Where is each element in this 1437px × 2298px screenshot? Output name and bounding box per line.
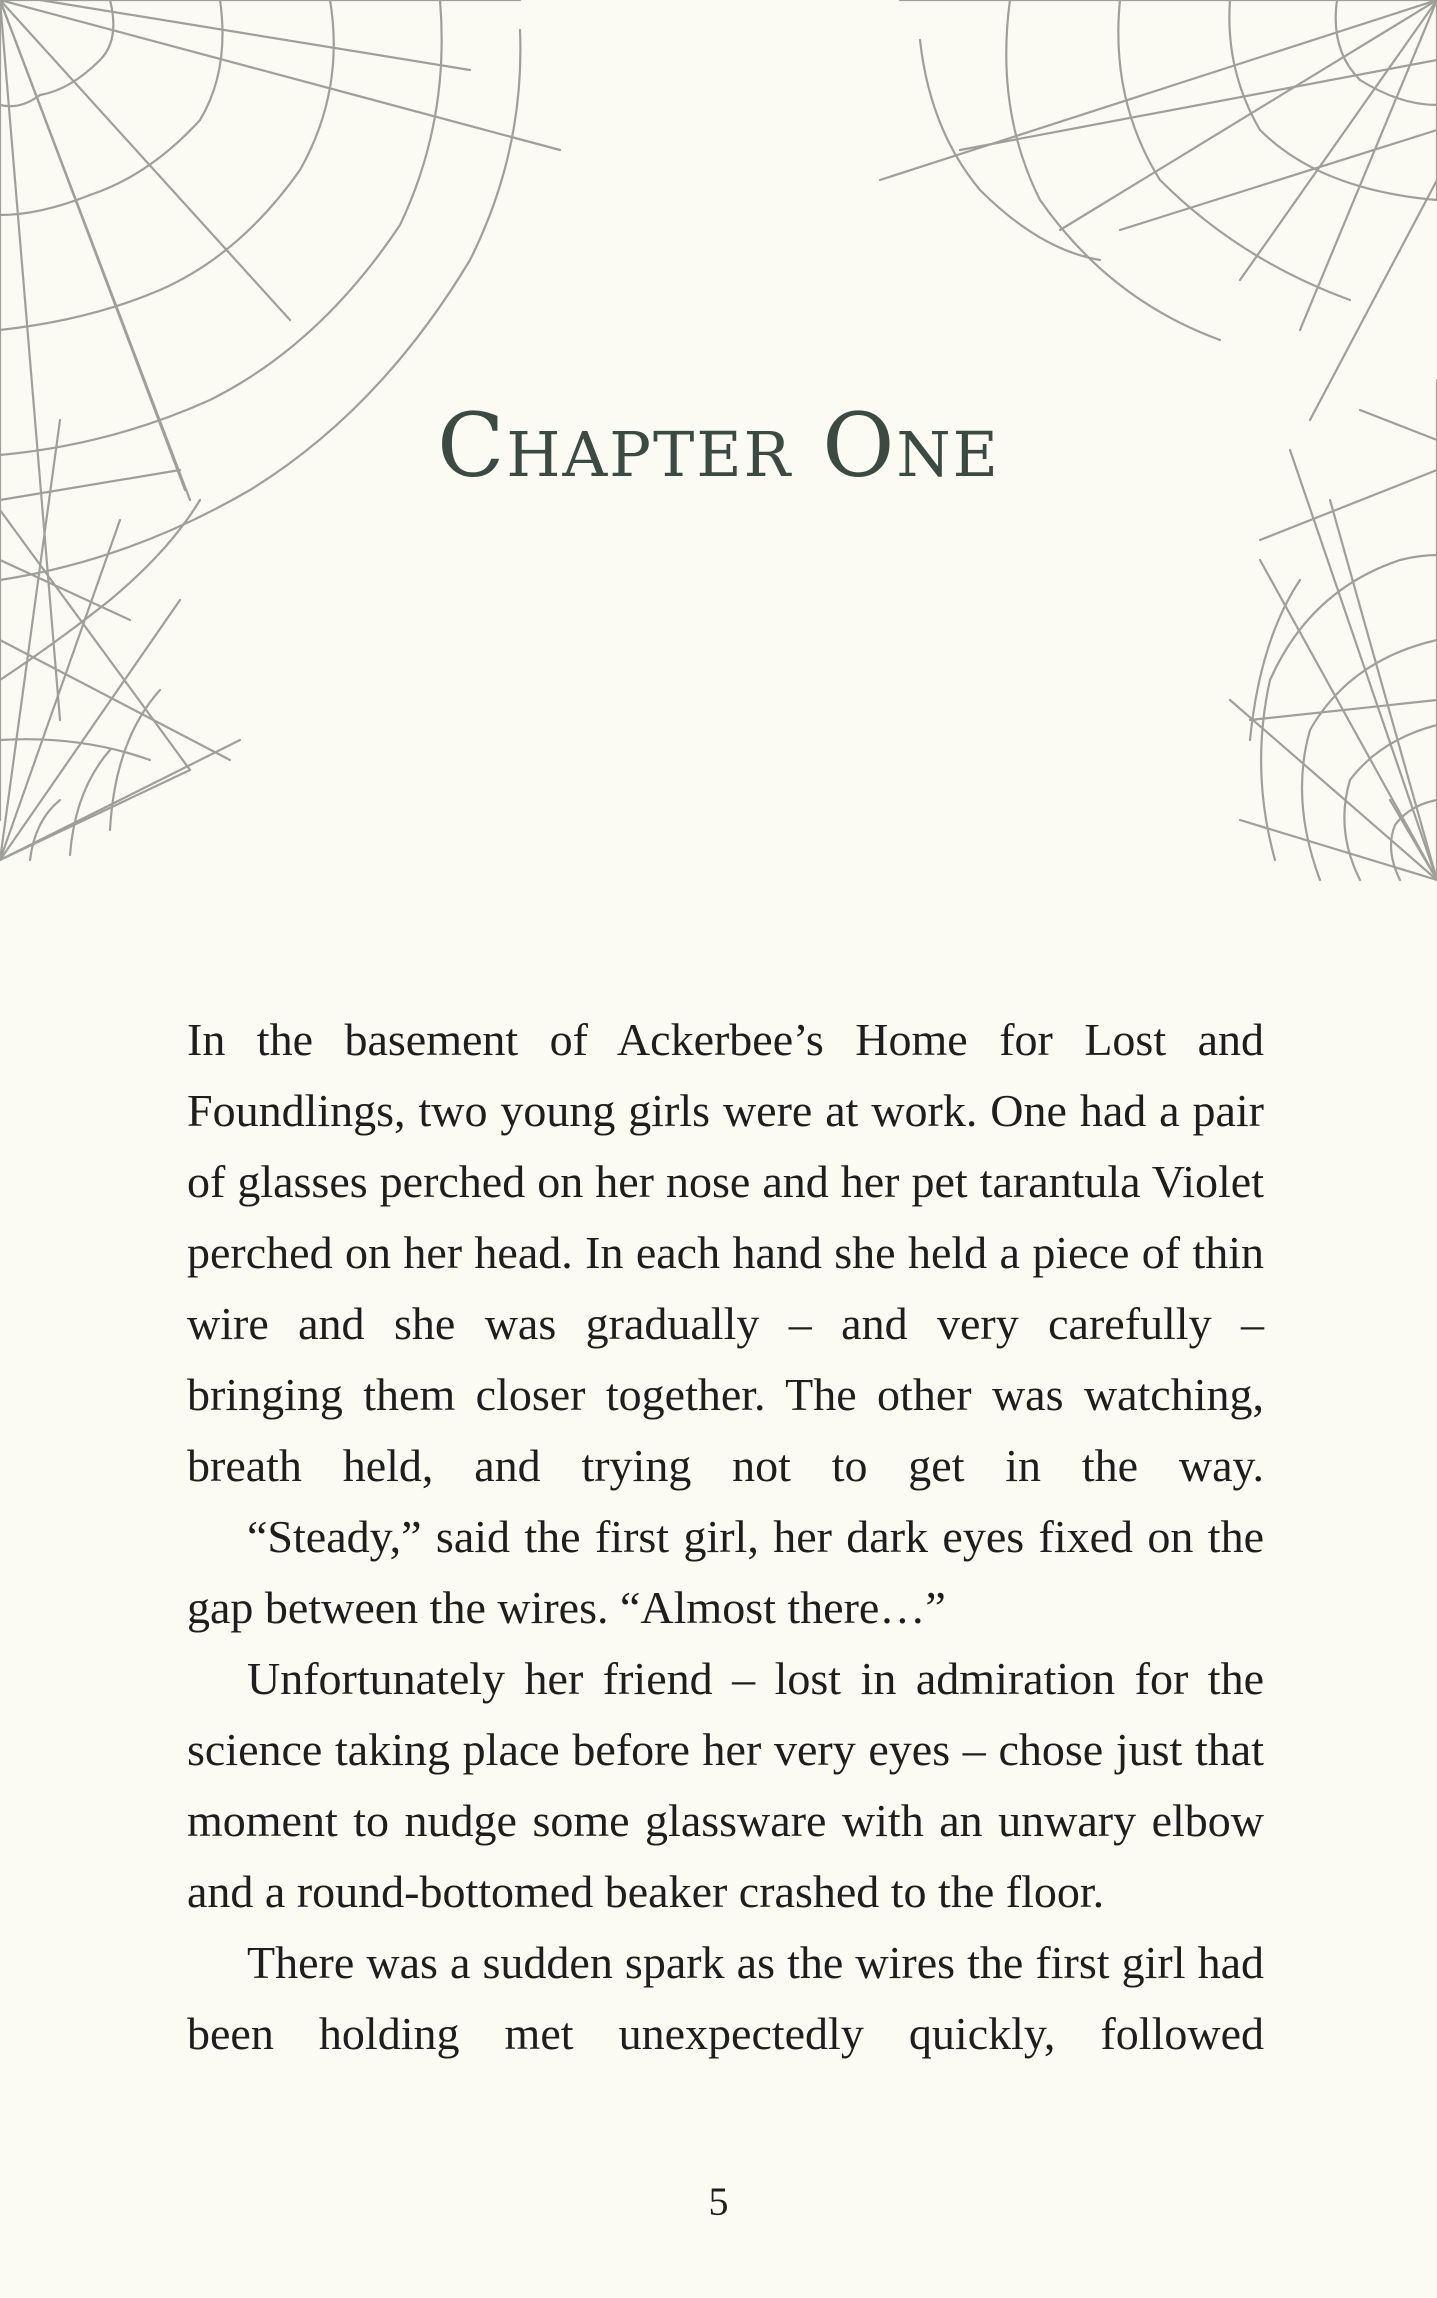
paragraph-4: There was a sudden spark as the wires the first girl had been holding met unexpectedly quickly, followed <box>187 1937 1264 2059</box>
chapter-body <box>187 1004 1264 2069</box>
paragraph-1: In the basement of Ackerbee’s Home for Lost and Foundlings, two young girls were at work. One had a pair of glasses perched on her nose and her pet tarantula Violet perched on her head. In each hand she held a piece of thin wire and she was gradually – and very carefully – bringing them closer together. The other was watching, breath held, and trying not to get in the way. <box>187 1014 1264 1491</box>
chapter-title: Chapter One <box>437 394 1000 497</box>
paragraph-3: Unfortunately her friend – lost in admiration for the science taking place before her very eyes – chose just that moment to nudge some glassware with an unwary elbow and a round-bottomed beaker crashed to the floor. <box>187 1653 1264 1917</box>
page-number: 5 <box>708 2179 729 2224</box>
paragraph-2: “Steady,” said the first girl, her dark eyes fixed on the gap between the wires. “Almost there…” <box>187 1511 1264 1633</box>
top-right-cobweb-icon <box>880 0 1437 420</box>
